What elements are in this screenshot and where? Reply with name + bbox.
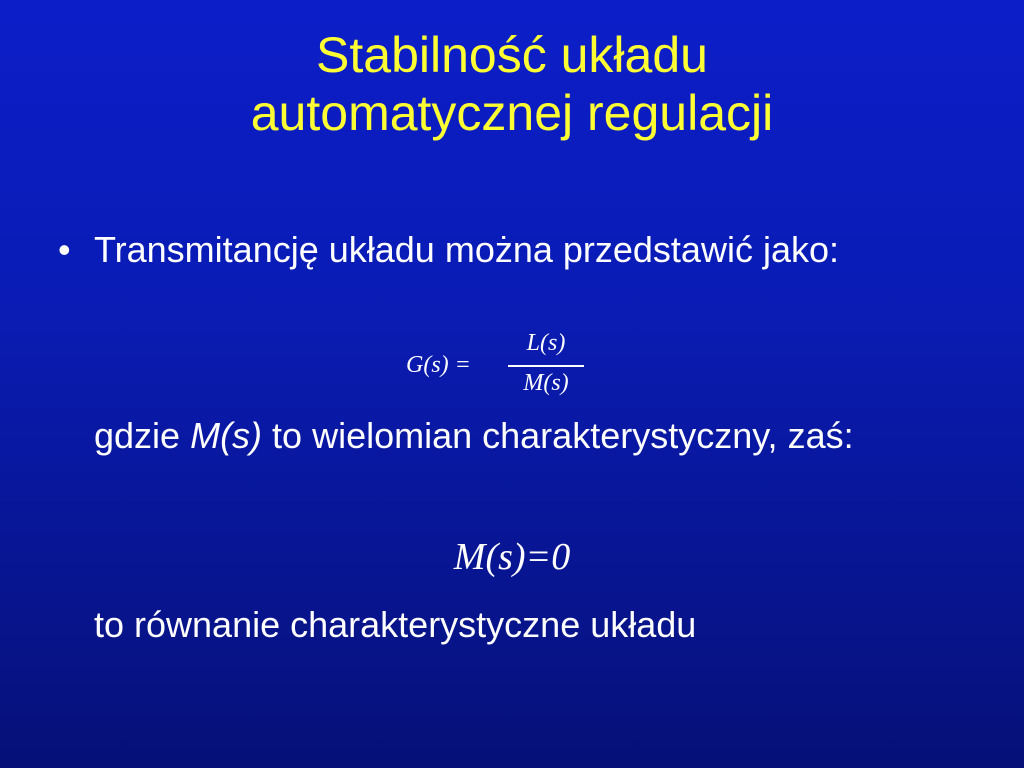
para1-suffix: to wielomian charakterystyczny, zaś: [262, 415, 854, 456]
formula-lhs: G(s) = [406, 352, 471, 378]
slide-title [0, 26, 1024, 142]
paragraph-characteristic-equation: to równanie charakterystyczne układu [94, 604, 697, 645]
para1-italic-term: M(s) [190, 415, 263, 456]
para1-prefix: gdzie [94, 415, 191, 456]
fraction-bar [508, 365, 584, 367]
formula-numerator: L(s) [526, 330, 566, 356]
title-line-2: automatycznej regulacji [250, 85, 774, 141]
bullet-text: Transmitancję układu można przedstawić jako: [94, 229, 839, 270]
paragraph-characteristic-polynomial [94, 412, 974, 460]
bullet-dot-icon: • [58, 229, 71, 270]
transfer-function-formula [406, 330, 596, 404]
characteristic-equation: M(s)=0 [453, 536, 571, 578]
title-line-1: Stabilność układu [316, 27, 708, 83]
formula-denominator: M(s) [523, 370, 569, 396]
